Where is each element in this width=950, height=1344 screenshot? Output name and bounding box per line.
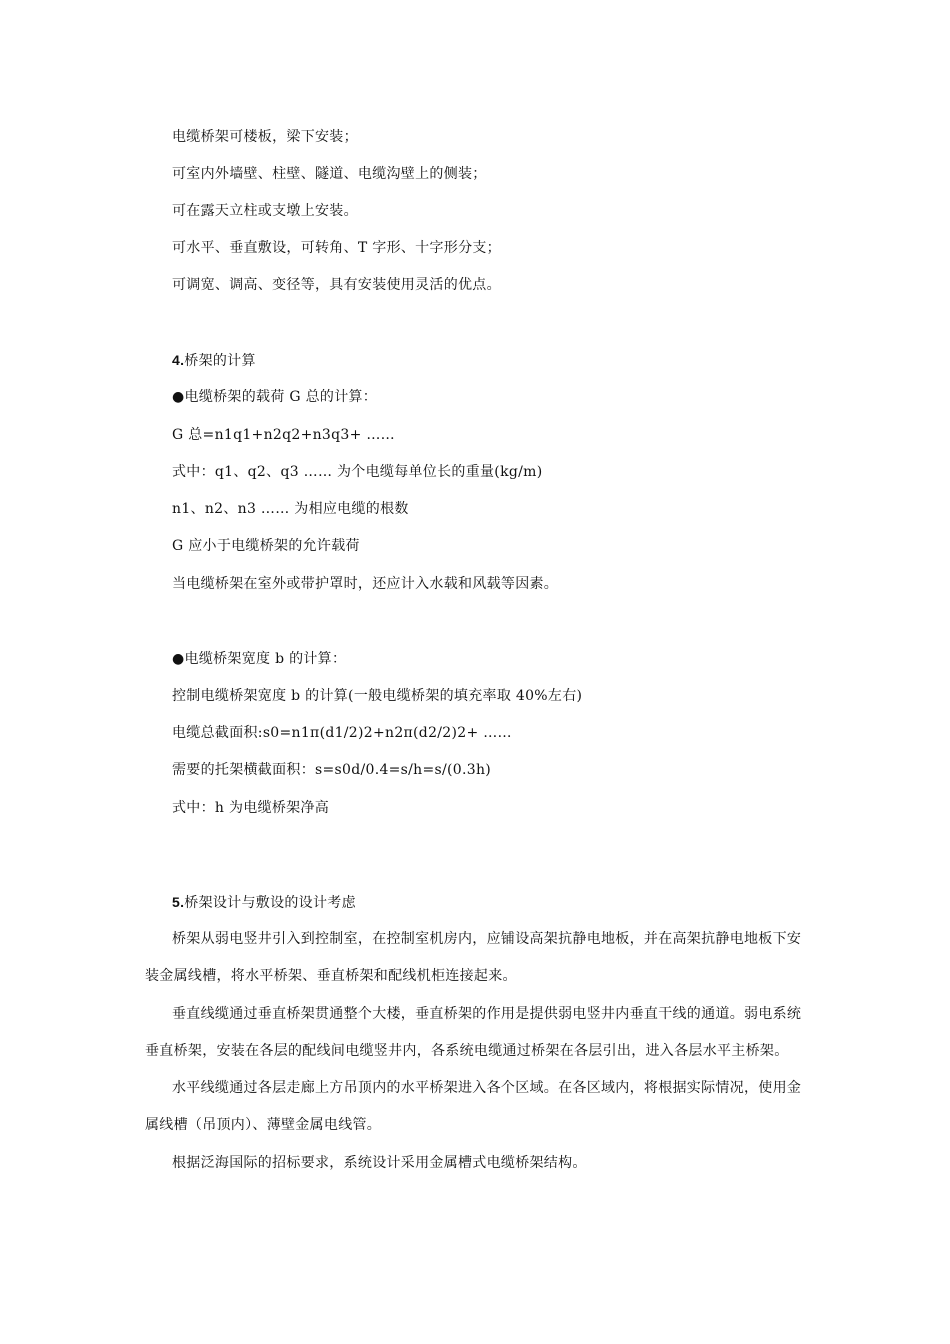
paragraph-1-line-1: 桥架从弱电竖井引入到控制室，在控制室机房内，应铺设高架抗静电地板，并在高架抗静电地板下安 bbox=[172, 931, 802, 947]
load-note-4: 当电缆桥架在室外或带护罩时，还应计入水载和风载等因素。 bbox=[172, 576, 559, 592]
section5-title: 桥架设计与敷设的设计考虑 bbox=[184, 895, 356, 911]
width-line-1: 控制电缆桥架宽度 b 的计算(一般电缆桥架的填充率取 40%左右) bbox=[172, 688, 583, 704]
paragraph-3-line-2: 属线槽（吊顶内）、薄壁金属电线管。 bbox=[145, 1117, 382, 1133]
paragraph-2-line-1: 垂直线缆通过垂直桥架贯通整个大楼，垂直桥架的作用是提供弱电竖井内垂直干线的通道。弱电系统 bbox=[172, 1006, 802, 1022]
intro-line-2: 可室内外墙壁、柱壁、隧道、电缆沟壁上的侧装； bbox=[172, 166, 487, 182]
width-line-4: 式中：h 为电缆桥架净高 bbox=[172, 800, 330, 816]
section4-number: 4. bbox=[172, 352, 185, 368]
section5-number: 5. bbox=[172, 894, 185, 910]
width-heading: ●电缆桥架宽度 b 的计算： bbox=[172, 651, 347, 667]
paragraph-4-line-1: 根据泛海国际的招标要求，系统设计采用金属槽式电缆桥架结构。 bbox=[172, 1155, 587, 1171]
width-line-2: 电缆总截面积:s0=n1π(d1/2)2+n2π(d2/2)2+ …… bbox=[172, 725, 512, 741]
paragraph-2-line-2: 垂直桥架，安装在各层的配线间电缆竖井内，各系统电缆通过桥架在各层引出，进入各层水平主桥架。 bbox=[145, 1043, 789, 1059]
paragraph-3-line-1: 水平线缆通过各层走廊上方吊顶内的水平桥架进入各个区域。在各区域内，将根据实际情况，使用金 bbox=[172, 1080, 802, 1096]
load-heading: ●电缆桥架的载荷 G 总的计算： bbox=[172, 389, 378, 405]
intro-line-1: 电缆桥架可楼板，梁下安装； bbox=[172, 129, 358, 145]
load-note-3: G 应小于电缆桥架的允许载荷 bbox=[172, 538, 360, 554]
intro-line-5: 可调宽、调高、变径等，具有安装使用灵活的优点。 bbox=[172, 277, 501, 293]
load-formula: G 总=n1q1+n2q2+n3q3+ …… bbox=[172, 427, 395, 443]
load-note-2: n1、n2、n3 …… 为相应电缆的根数 bbox=[172, 501, 409, 517]
section4-title: 桥架的计算 bbox=[184, 353, 256, 369]
paragraph-1-line-2: 装金属线槽，将水平桥架、垂直桥架和配线机柜连接起来。 bbox=[145, 968, 517, 984]
intro-line-3: 可在露天立柱或支墩上安装。 bbox=[172, 203, 358, 219]
intro-line-4: 可水平、垂直敷设，可转角、T 字形、十字形分支； bbox=[172, 240, 501, 256]
load-note-1: 式中：q1、q2、q3 …… 为个电缆每单位长的重量(kg/m) bbox=[172, 464, 543, 480]
width-line-3: 需要的托架横截面积：s=s0d/0.4=s/h=s/(0.3h) bbox=[172, 762, 492, 778]
section5-heading bbox=[172, 892, 356, 913]
section4-heading bbox=[172, 350, 256, 371]
